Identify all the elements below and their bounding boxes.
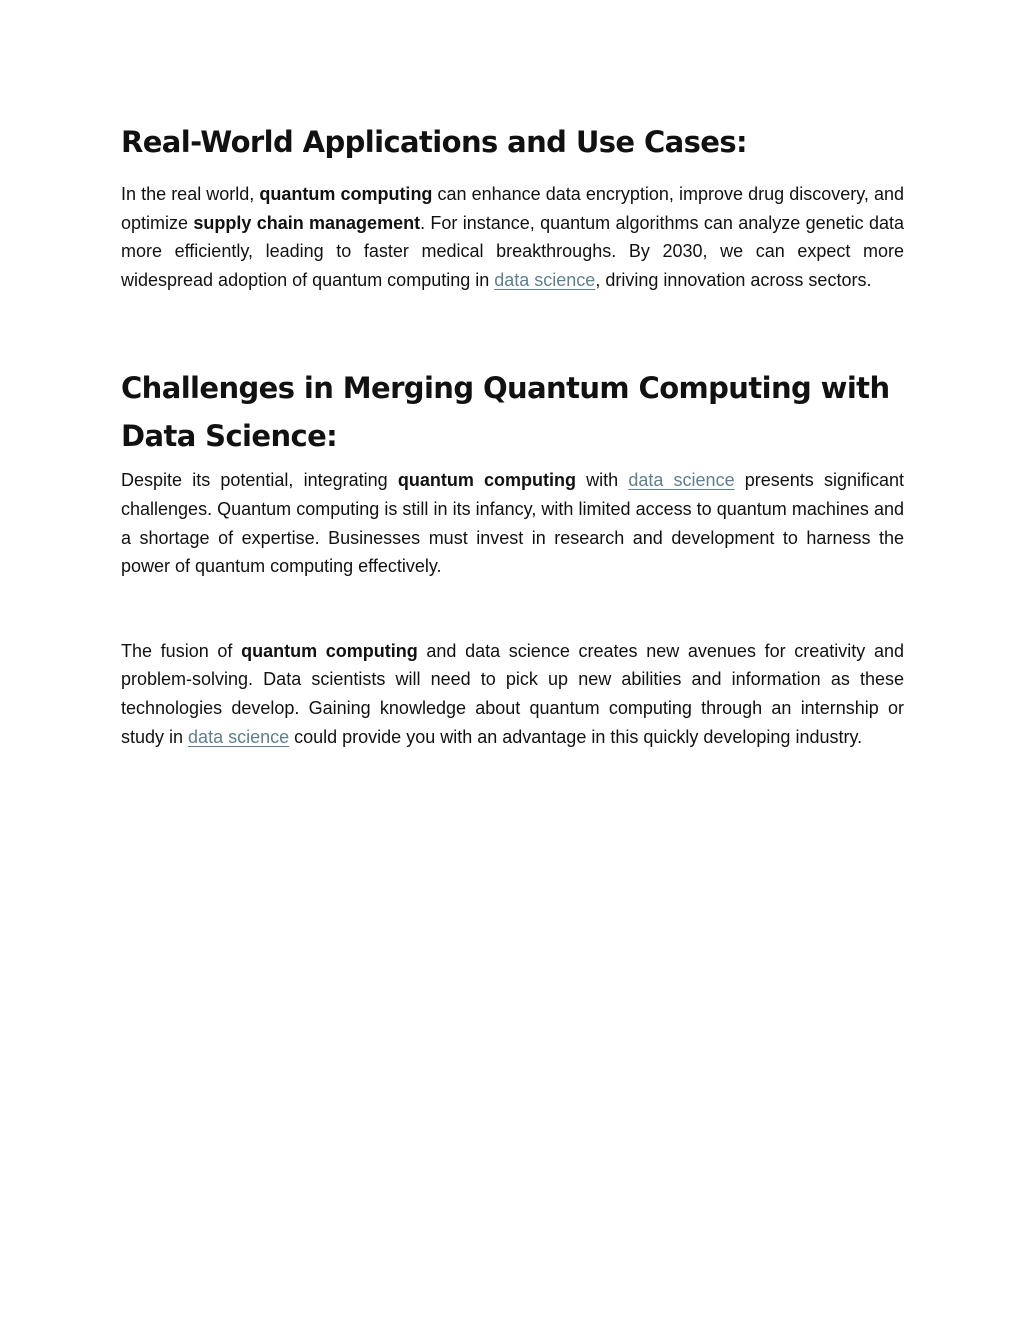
paragraph-real-world-applications: [121, 180, 904, 294]
bold-term-quantum-computing: quantum computing: [259, 184, 433, 204]
bold-term-quantum-computing: quantum computing: [397, 470, 576, 491]
paragraph-text: In the real world,: [121, 184, 260, 204]
data-science-link[interactable]: data science: [628, 470, 735, 491]
paragraph-text: presents significant challenges. Quantum computing is still in its infancy, with limited access to quantum machines and a shortage of expertise. Businesses must invest in research and development to harness the power of quantum computing effectively.: [121, 470, 904, 577]
paragraph-text: with: [575, 470, 629, 491]
section-heading-challenges: Challenges in Merging Quantum Computing with Data Science:: [121, 371, 890, 454]
paragraph-text: could provide you with an advantage in this quickly developing industry.: [289, 726, 863, 747]
bold-term-supply-chain-management: supply chain management: [193, 212, 421, 233]
paragraph-text: Despite its potential, integrating: [121, 470, 398, 491]
data-science-link[interactable]: data science: [494, 269, 596, 290]
paragraph-challenges: [121, 466, 904, 580]
paragraph-text: and data science creates new avenues for creativity and problem-solving. Data scientists will need to pick up new abilities and information as these technologies develop. Gaining knowledge about quantum computing through an internship or study in: [121, 640, 904, 747]
paragraph-fusion: [121, 637, 904, 751]
data-science-link[interactable]: data science: [188, 726, 290, 747]
paragraph-text: can enhance data encryption, improve drug discovery, and optimize: [121, 184, 904, 233]
paragraph-text: . For instance, quantum algorithms can analyze genetic data more efficiently, leading to faster medical breakthroughs. By 2030, we can expect more widespread adoption of quantum computing in: [121, 212, 904, 290]
section-heading-real-world-applications: Real-World Applications and Use Cases:: [121, 125, 748, 159]
paragraph-text: The fusion of: [121, 640, 242, 661]
paragraph-text: , driving innovation across sectors.: [595, 269, 872, 290]
bold-term-quantum-computing: quantum computing: [241, 640, 418, 661]
document-page: [121, 118, 904, 751]
